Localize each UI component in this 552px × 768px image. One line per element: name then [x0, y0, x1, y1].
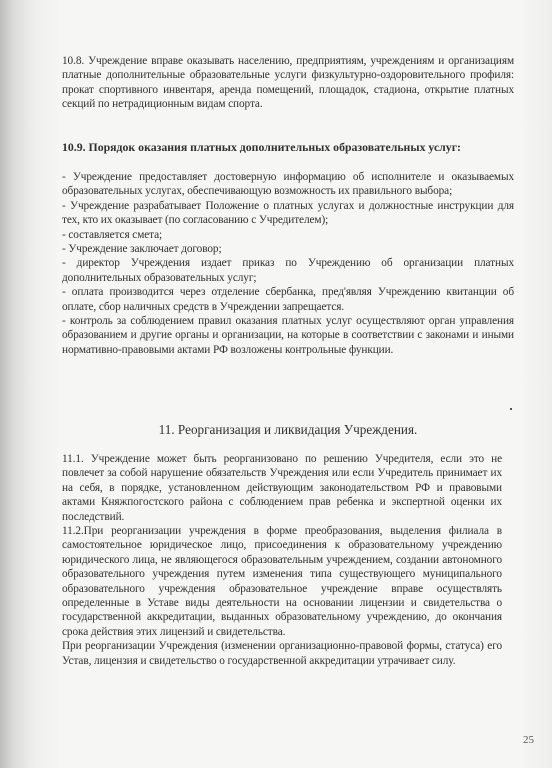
paragraph: При реорганизации Учреждения (изменении организационно-правовой формы, статуса) его Устав, лицензия и свидетельство о государственной аккредитации утрачивает силу.	[62, 640, 502, 667]
list-item: - Учреждение заключает договор;	[62, 243, 222, 256]
clause-10-8-text: 10.8. Учреждение вправе оказывать населению, предприятиям, учреждениям и организациям платные дополнительные образовательные услуги физкультурно-оздоровительного профиля: прокат спортивного инвентаря, аренда помещений, площадок, стадиона, открытие платных секций по нетрадиционным видам спорта.	[62, 55, 514, 111]
list-item: - Учреждение предоставляет достоверную информацию об исполнителе и оказываемых образовательных услугах, обеспечивающую возможность их правильного выбора;	[62, 171, 514, 198]
list-item: - оплата производится через отделение сбербанка, пред'являя Учреждению квитанции об оплате, сбор наличных средств в Учреждении запрещается.	[62, 286, 514, 313]
paragraph: 11.1. Учреждение может быть реорганизовано по решению Учредителя, если это не повлечет за собой нарушение обязательств Учреждения или если Учредитель принимает их на себя, в порядке, установленном действующим законодательством РФ и правовыми актами Княжпогостского района с соблюдением прав ребенка и экспертной оценки их последствий.	[62, 453, 502, 523]
list-item: - составляется смета;	[62, 228, 163, 241]
paragraph: 11.2.При реорганизации учреждения в форме преобразования, выделения филиала в самостоятельное юридическое лицо, присоединения к образовательному учреждению юридического лица, не являющегося образовательным учреждением, создании автономного образовательного учреждения путем изменения типа существующего муниципального образовательного учреждения образовательное учреждение вправе осуществлять определенные в Уставе виды деятельности на основании лицензии и свидетельства о государственной аккредитации, выданных образовательному учреждению, до окончания срока действия этих лицензий и свидетельства.	[62, 525, 502, 638]
list-item: - контроль за соблюдением правил оказания платных услуг осуществляют орган управления образованием и другие органы и организации, на которые в соответствии с законами и иными нормативно-правовыми актами РФ возложены контрольные функции.	[62, 315, 514, 356]
clause-10-8	[62, 54, 514, 112]
clause-10-9-list	[62, 170, 514, 357]
list-item: - директор Учреждения издает приказ по Учреждению об организации платных дополнительных образовательных услуг;	[62, 257, 514, 284]
clause-10-9-heading: 10.9. Порядок оказания платных дополнительных образовательных услуг:	[62, 140, 461, 154]
list-item: - Учреждение разрабатывает Положение о платных услугах и должностные инструкции для тех, кто их оказывает (по согласованию с Учредителем);	[62, 199, 514, 227]
page-number: 25	[523, 734, 534, 746]
clause-10-9-heading-block	[62, 140, 514, 154]
section-11-title: 11. Реорганизация и ликвидация Учреждения.	[158, 422, 418, 437]
section-11-body	[62, 452, 502, 668]
scan-speck	[510, 408, 512, 410]
